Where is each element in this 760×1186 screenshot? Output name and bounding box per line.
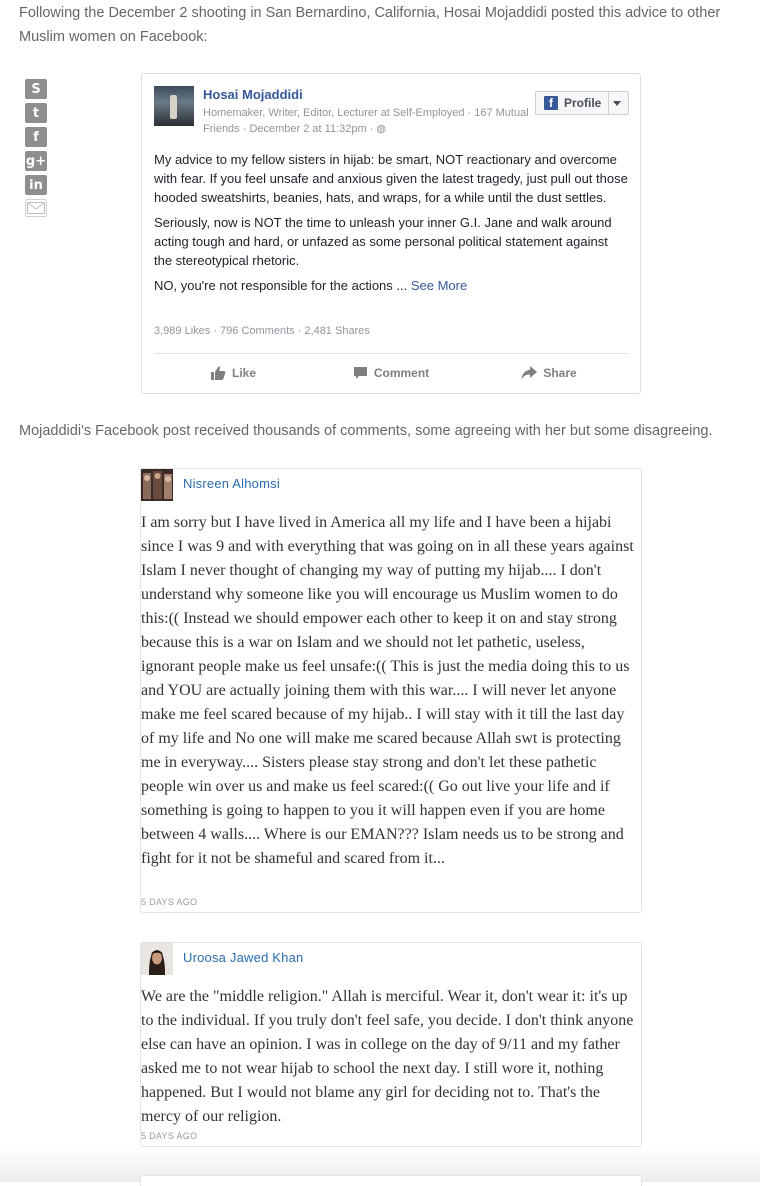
- chevron-down-icon[interactable]: [613, 101, 621, 106]
- comment-card: [140, 942, 642, 1147]
- profile-button[interactable]: [535, 91, 629, 115]
- actions-divider: [154, 353, 628, 354]
- thumbs-up-icon: [210, 366, 226, 380]
- social-share-rail: [25, 79, 47, 221]
- share-arrow-icon: [521, 366, 537, 380]
- googleplus-icon[interactable]: g+: [25, 151, 47, 171]
- facebook-post-embed: [141, 73, 641, 394]
- like-label: Like: [231, 366, 256, 380]
- see-more-link[interactable]: See More: [410, 278, 468, 293]
- comment-button[interactable]: [312, 355, 470, 391]
- post-paragraph: My advice to my fellow sisters in hijab: be smart, NOT reactionary and overcome with fear. If you feel unsafe and anxious given the latest tragedy, just pull out those hooded sweatshirts, beanies, hats, and wraps, for a while until the dust settles.: [154, 152, 628, 205]
- post-author-name[interactable]: Hosai Mojaddidi: [203, 87, 303, 102]
- post-paragraph: Seriously, now is NOT the time to unleash your inner G.I. Jane and walk around acting tough and hard, or unfazed as some personal political statement against the stereotypical rhetoric.: [154, 215, 612, 268]
- post-body: [154, 150, 628, 301]
- truncated-text: NO, you're not responsible for the actions ...: [154, 278, 411, 293]
- article-intro-text: Following the December 2 shooting in San Bernardino, California, Hosai Mojaddidi posted this advice to other Muslim women on Facebook:: [19, 5, 721, 45]
- comment-text: I am sorry but I have lived in America all my life and I have been a hijabi since I was 9 and with everything that was going on in all these years against Islam I never thought of changing my way of putting my hijab.... I don't understand why someone like you will encourage us Muslim women to do this:(( Instead we should empower each other to keep it on and stay strong because this is a war on Islam and we should not let pathetic, useless, ignorant people make us feel unsafe:(( This is just the media doing this to us and YOU are actually joining them with this war.... I will never let anyone make me feel scared because of my hijab.. I will stay with it till the last day of my life and No one will make me scared because Allah swt is protecting me in everyway.... Sisters please stay strong and don't let these pathetic people win over us and make us feel scared:(( Go out live your life and if something is going to happen to you it will happen even if you are home between 4 walls.... Where is our EMAN??? Islam needs us to be strong and fight for it not be shameful and scared from it...: [141, 514, 634, 867]
- next-comment-card-edge: [140, 1175, 642, 1186]
- post-actions: [154, 355, 628, 391]
- comment-card: [140, 468, 642, 913]
- comment-timestamp: 5 DAYS AGO: [141, 897, 198, 907]
- share-label: Share: [543, 366, 577, 380]
- comment-text: We are the "middle religion." Allah is merciful. Wear it, don't wear it: it's up to the individual. If you truly don't feel safe, you decide. I don't think anyone else can have an opinion. I was in college on the day of 9/11 and my father asked me to not wear hijab to school the next day. I still wore it, nothing happened. But I would not blame any girl for deciding not to. That's the mercy of our religion.: [141, 988, 634, 1125]
- stumbleupon-icon[interactable]: S: [25, 79, 47, 99]
- commenter-avatar[interactable]: [141, 943, 173, 975]
- profile-button-divider: [608, 92, 609, 114]
- post-paragraph-truncated: [154, 276, 628, 295]
- article-caption-text: Mojaddidi's Facebook post received thousands of comments, some agreeing with her but some disagreeing.: [19, 423, 713, 439]
- commenter-name[interactable]: Uroosa Jawed Khan: [183, 950, 304, 965]
- post-engagement-stats[interactable]: 3,989 Likes · 796 Comments · 2,481 Shares: [154, 325, 370, 337]
- post-author-meta: Homemaker, Writer, Editor, Lecturer at Self-Employed · 167 Mutual Friends · December 2 at 11:32pm · ◍: [203, 107, 529, 135]
- comment-label: Comment: [373, 366, 430, 380]
- commenter-name[interactable]: Nisreen Alhomsi: [183, 476, 280, 491]
- speech-bubble-icon: [353, 366, 368, 380]
- facebook-logo-icon: f: [544, 96, 558, 110]
- commenter-avatar[interactable]: [141, 469, 173, 501]
- email-icon[interactable]: [25, 199, 47, 217]
- facebook-icon[interactable]: f: [25, 127, 47, 147]
- author-avatar[interactable]: [154, 86, 194, 126]
- share-button[interactable]: [470, 355, 628, 391]
- comment-timestamp: 5 DAYS AGO: [141, 1131, 198, 1141]
- twitter-icon[interactable]: t: [25, 103, 47, 123]
- linkedin-icon[interactable]: in: [25, 175, 47, 195]
- like-button[interactable]: [154, 355, 312, 391]
- profile-button-label: Profile: [564, 96, 602, 110]
